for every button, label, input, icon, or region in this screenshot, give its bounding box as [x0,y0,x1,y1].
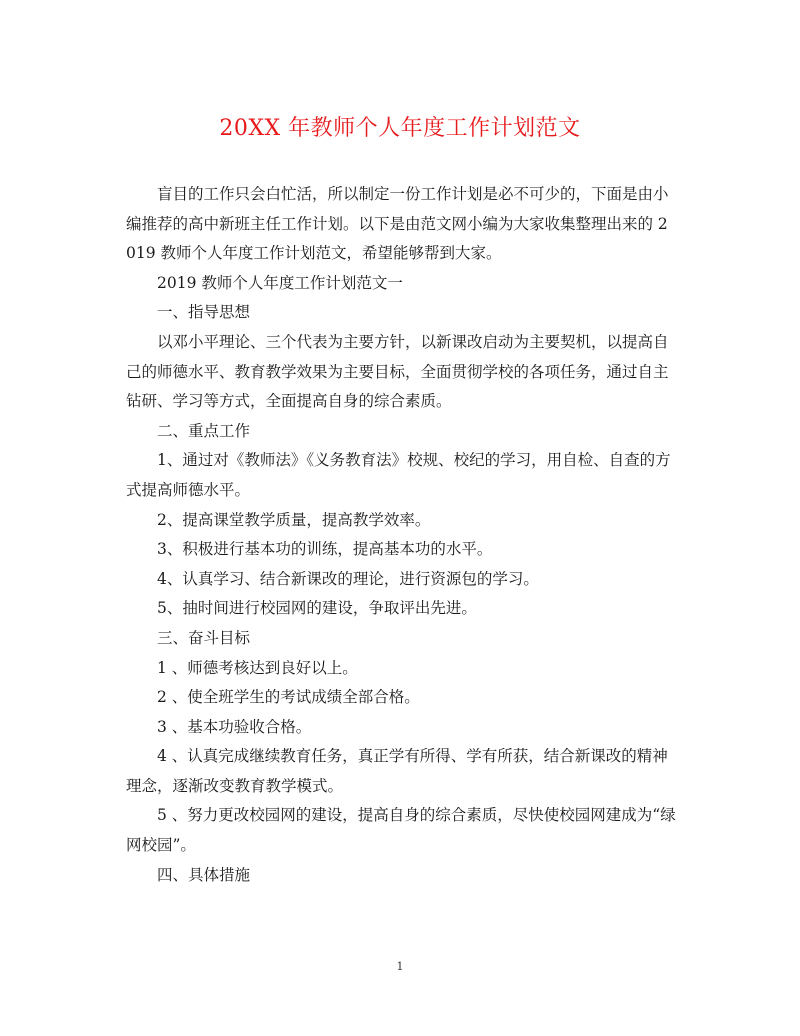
list-item: 4 、认真完成继续教育任务，真正学有所得、学有所获，结合新课改的精神理念，逐渐改变教育教学模式。 [126,747,668,795]
document-title: 20XX 年教师个人年度工作计划范文 [219,116,581,141]
list-item: 2、提高课堂教学质量，提高教学效率。 [157,510,431,529]
list-item: 5 、努力更改校园网的建设，提高自身的综合素质，尽快使校园网建成为“绿网校园”。 [126,806,676,855]
section-heading-3: 三、奋斗目标 [157,628,251,647]
section-heading-4: 四、具体措施 [157,865,251,884]
page-number: 1 [396,960,404,973]
paragraph-subtitle: 2019 教师个人年度工作计划范文一 [157,273,403,292]
section-heading-1: 一、指导思想 [157,303,251,322]
list-item: 2 、使全班学生的考试成绩全部合格。 [157,688,420,707]
list-item: 1、通过对《教师法》《义务教育法》校规、校纪的学习，用自检、自查的方式提高师德水平。 [126,451,671,499]
list-item: 1 、师德考核达到良好以上。 [157,658,358,677]
section-heading-2: 二、重点工作 [157,421,251,440]
list-item: 3、积极进行基本功的训练，提高基本功的水平。 [157,540,493,559]
paragraph-guiding: 以邓小平理论、三个代表为主要方针，以新课改启动为主要契机，以提高自己的师德水平、教育教学效果为主要目标，全面贯彻学校的各项任务，通过自主钻研、学习等方式，全面提高自身的综合素质。 [126,332,669,411]
list-item: 5、抽时间进行校园网的建设，争取评出先进。 [157,599,477,618]
document-body [126,180,676,890]
list-item: 4、认真学习、结合新课改的理论，进行资源包的学习。 [157,569,539,588]
paragraph-intro: 盲目的工作只会白忙活，所以制定一份工作计划是必不可少的，下面是由小编推荐的高中新班主任工作计划。以下是由范文网小编为大家收集整理出来的 2019 教师个人年度工作计划范文，希望能够帮到大家。 [126,185,669,263]
list-item: 3 、基本功验收合格。 [157,717,312,736]
